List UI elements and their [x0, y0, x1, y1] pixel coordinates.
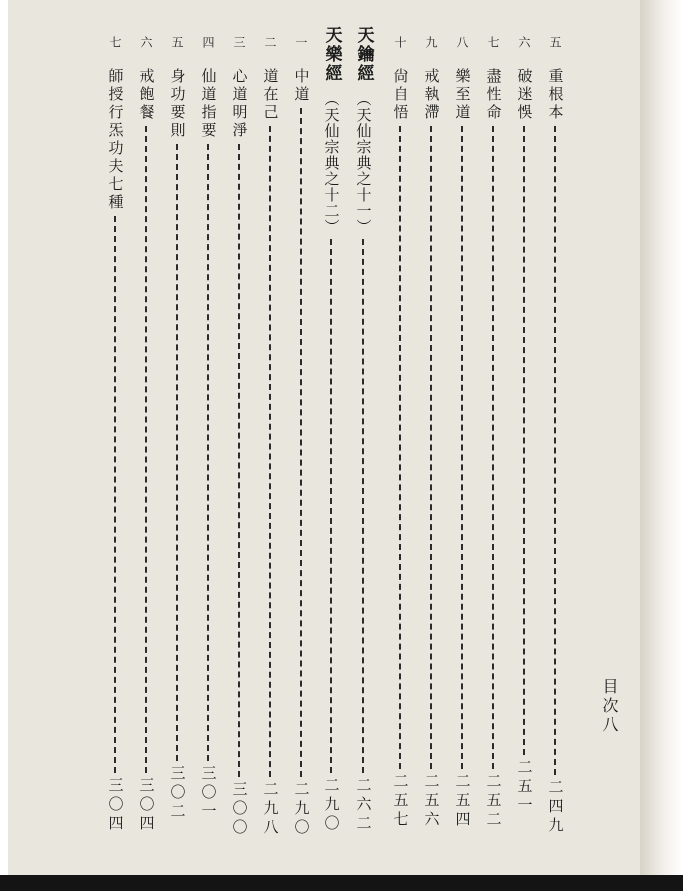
page-header: 目次八: [600, 678, 619, 735]
entry-title: 重根本: [546, 68, 565, 122]
entry-number: 六: [139, 36, 153, 47]
entry-number: 五: [170, 36, 184, 47]
entry-page: 二五七: [391, 773, 410, 830]
dotted-leader: [269, 126, 271, 777]
entry-title: 破迷悞: [515, 68, 534, 122]
section-subtitle: （天仙宗典之十二）: [322, 91, 341, 235]
entry-page: 二五四: [453, 773, 472, 830]
entry-page: 二九〇: [322, 777, 341, 834]
dotted-leader: [554, 126, 556, 775]
dotted-leader: [176, 144, 178, 761]
dotted-leader: [145, 126, 147, 773]
entry-page: 二六二: [354, 777, 373, 834]
scan-bottom-edge: [0, 875, 683, 891]
toc-section: [316, 26, 346, 834]
dotted-leader: [238, 144, 240, 777]
entry-title: 戒執滯: [422, 68, 441, 122]
entry-title: 師授行炁功夫七種: [106, 68, 125, 212]
entry-page: 三〇〇: [230, 781, 249, 838]
dotted-leader: [330, 239, 332, 773]
entry-page: 二五二: [484, 773, 503, 830]
entry-page: 二九〇: [292, 781, 311, 838]
dotted-leader: [492, 126, 494, 769]
dotted-leader: [207, 144, 209, 761]
toc-entry: [417, 36, 445, 830]
dotted-leader: [114, 216, 116, 773]
entry-number: 一: [294, 36, 308, 47]
entry-number: 三: [232, 36, 246, 47]
section-subtitle: （天仙宗典之十一）: [354, 91, 373, 235]
toc-entry: [101, 36, 129, 834]
toc-entry: [386, 36, 414, 830]
entry-title: 尙自悟: [391, 68, 410, 122]
entry-title: 心道明淨: [230, 68, 249, 140]
entry-page: 二五六: [422, 773, 441, 830]
dotted-leader: [523, 126, 525, 755]
entry-title: 身功要則: [168, 68, 187, 140]
entry-number: 六: [517, 36, 531, 47]
entry-page: 三〇四: [137, 777, 156, 834]
entry-page: 三〇一: [199, 765, 218, 822]
dotted-leader: [362, 239, 364, 773]
entry-page: 三〇二: [168, 765, 187, 822]
entry-page: 二九八: [261, 781, 280, 838]
dotted-leader: [300, 108, 302, 777]
entry-number: 七: [108, 36, 122, 47]
toc-entry: [287, 36, 315, 838]
toc-entry: [163, 36, 191, 822]
entry-number: 七: [486, 36, 500, 47]
entry-title: 仙道指要: [199, 68, 218, 140]
entry-title: 道在己: [261, 68, 280, 122]
toc-entry: [541, 36, 569, 836]
toc-entry: [225, 36, 253, 838]
dotted-leader: [461, 126, 463, 769]
toc-entry: [510, 36, 538, 816]
entry-page: 二四九: [546, 779, 565, 836]
entry-number: 二: [263, 36, 277, 47]
entry-title: 中道: [292, 68, 311, 104]
page-edge-shadow: [640, 0, 683, 891]
toc-section: [348, 26, 378, 834]
entry-number: 四: [201, 36, 215, 47]
section-title: 天樂經: [321, 26, 342, 83]
toc-entry: [479, 36, 507, 830]
entry-number: 九: [424, 36, 438, 47]
toc-entry: [132, 36, 160, 834]
entry-number: 十: [393, 36, 407, 47]
entry-number: 五: [548, 36, 562, 47]
dotted-leader: [399, 126, 401, 769]
entry-title: 盡性命: [484, 68, 503, 122]
entry-title: 樂至道: [453, 68, 472, 122]
dotted-leader: [430, 126, 432, 769]
entry-page: 三〇四: [106, 777, 125, 834]
entry-title: 戒飽餐: [137, 68, 156, 122]
entry-number: 八: [455, 36, 469, 47]
toc-entry: [194, 36, 222, 822]
toc-entry: [448, 36, 476, 830]
section-title: 天鑰經: [353, 26, 374, 83]
entry-page: 二五一: [515, 759, 534, 816]
toc-entry: [256, 36, 284, 838]
